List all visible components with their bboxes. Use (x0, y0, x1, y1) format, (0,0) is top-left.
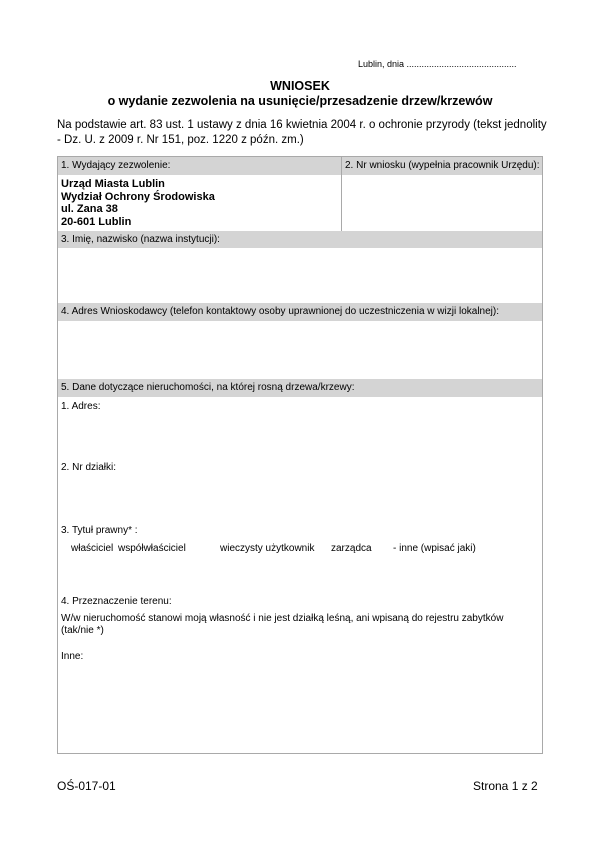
section-4-header (58, 303, 542, 321)
section-2-header (342, 157, 542, 175)
form-code: OŚ-017-01 (57, 779, 116, 793)
section-5-label: 5. Dane dotyczące nieruchomości, na której rosną drzewa/krzewy: (61, 382, 355, 393)
document-subtitle: o wydanie zezwolenia na usunięcie/przesadzenie drzew/krzewów (107, 94, 493, 108)
applicant-name-field[interactable] (58, 248, 542, 303)
plot-number-label: 2. Nr działki: (61, 462, 117, 473)
ownership-declaration: W/w nieruchomość stanowi moją własność i nie jest działką leśną, ani wpisaną do rejestru zabytków (tak/nie *) (61, 613, 504, 636)
land-purpose-label: 4. Przeznaczenie terenu: (61, 596, 172, 607)
option-other[interactable]: - inne (wpisać jaki) (393, 543, 476, 554)
application-number-field[interactable] (342, 175, 542, 231)
page-number: Strona 1 z 2 (473, 779, 538, 793)
section-1-label: 1. Wydający zezwolenie: (61, 160, 171, 171)
legal-title-label: 3. Tytuł prawny* : (61, 525, 138, 536)
option-co-owner[interactable]: współwłaściciel (118, 543, 186, 554)
section-4-label: 4. Adres Wnioskodawcy (telefon kontaktowy osoby uprawnionej do uczestniczenia w wizji lokalnej): (61, 306, 499, 317)
option-perpetual-user[interactable]: wieczysty użytkownik (220, 543, 315, 554)
issuer-address-line: Wydział Ochrony Środowiska (61, 190, 215, 203)
legal-basis-text: Na podstawie art. 83 ust. 1 ustawy z dnia 16 kwietnia 2004 r. o ochronie przyrody (tekst jednolity - Dz. U. z 2009 r. Nr 151, poz. 1220 z późn. zm.) (57, 119, 547, 146)
application-form (57, 156, 543, 754)
section-3-header (58, 231, 542, 248)
applicant-address-field[interactable] (58, 321, 542, 379)
section-1-header (58, 157, 341, 175)
property-address-label: 1. Adres: (61, 401, 101, 412)
place-date-line: Lublin, dnia ............................................ (358, 59, 517, 69)
section-3-label: 3. Imię, nazwisko (nazwa instytucji): (61, 234, 220, 245)
option-owner[interactable]: właściciel (71, 543, 114, 554)
issuer-address (61, 178, 215, 228)
section-2-label: 2. Nr wniosku (wypełnia pracownik Urzędu): (345, 160, 540, 171)
issuer-address-line: ul. Zana 38 (61, 203, 118, 215)
other-label: Inne: (61, 651, 84, 662)
section-5-header (58, 379, 542, 397)
document-title: WNIOSEK (270, 79, 330, 93)
option-manager[interactable]: zarządca (331, 543, 372, 554)
issuer-address-line: 20-601 Lublin (61, 215, 132, 228)
issuer-address-line: Urząd Miasta Lublin (61, 178, 165, 190)
